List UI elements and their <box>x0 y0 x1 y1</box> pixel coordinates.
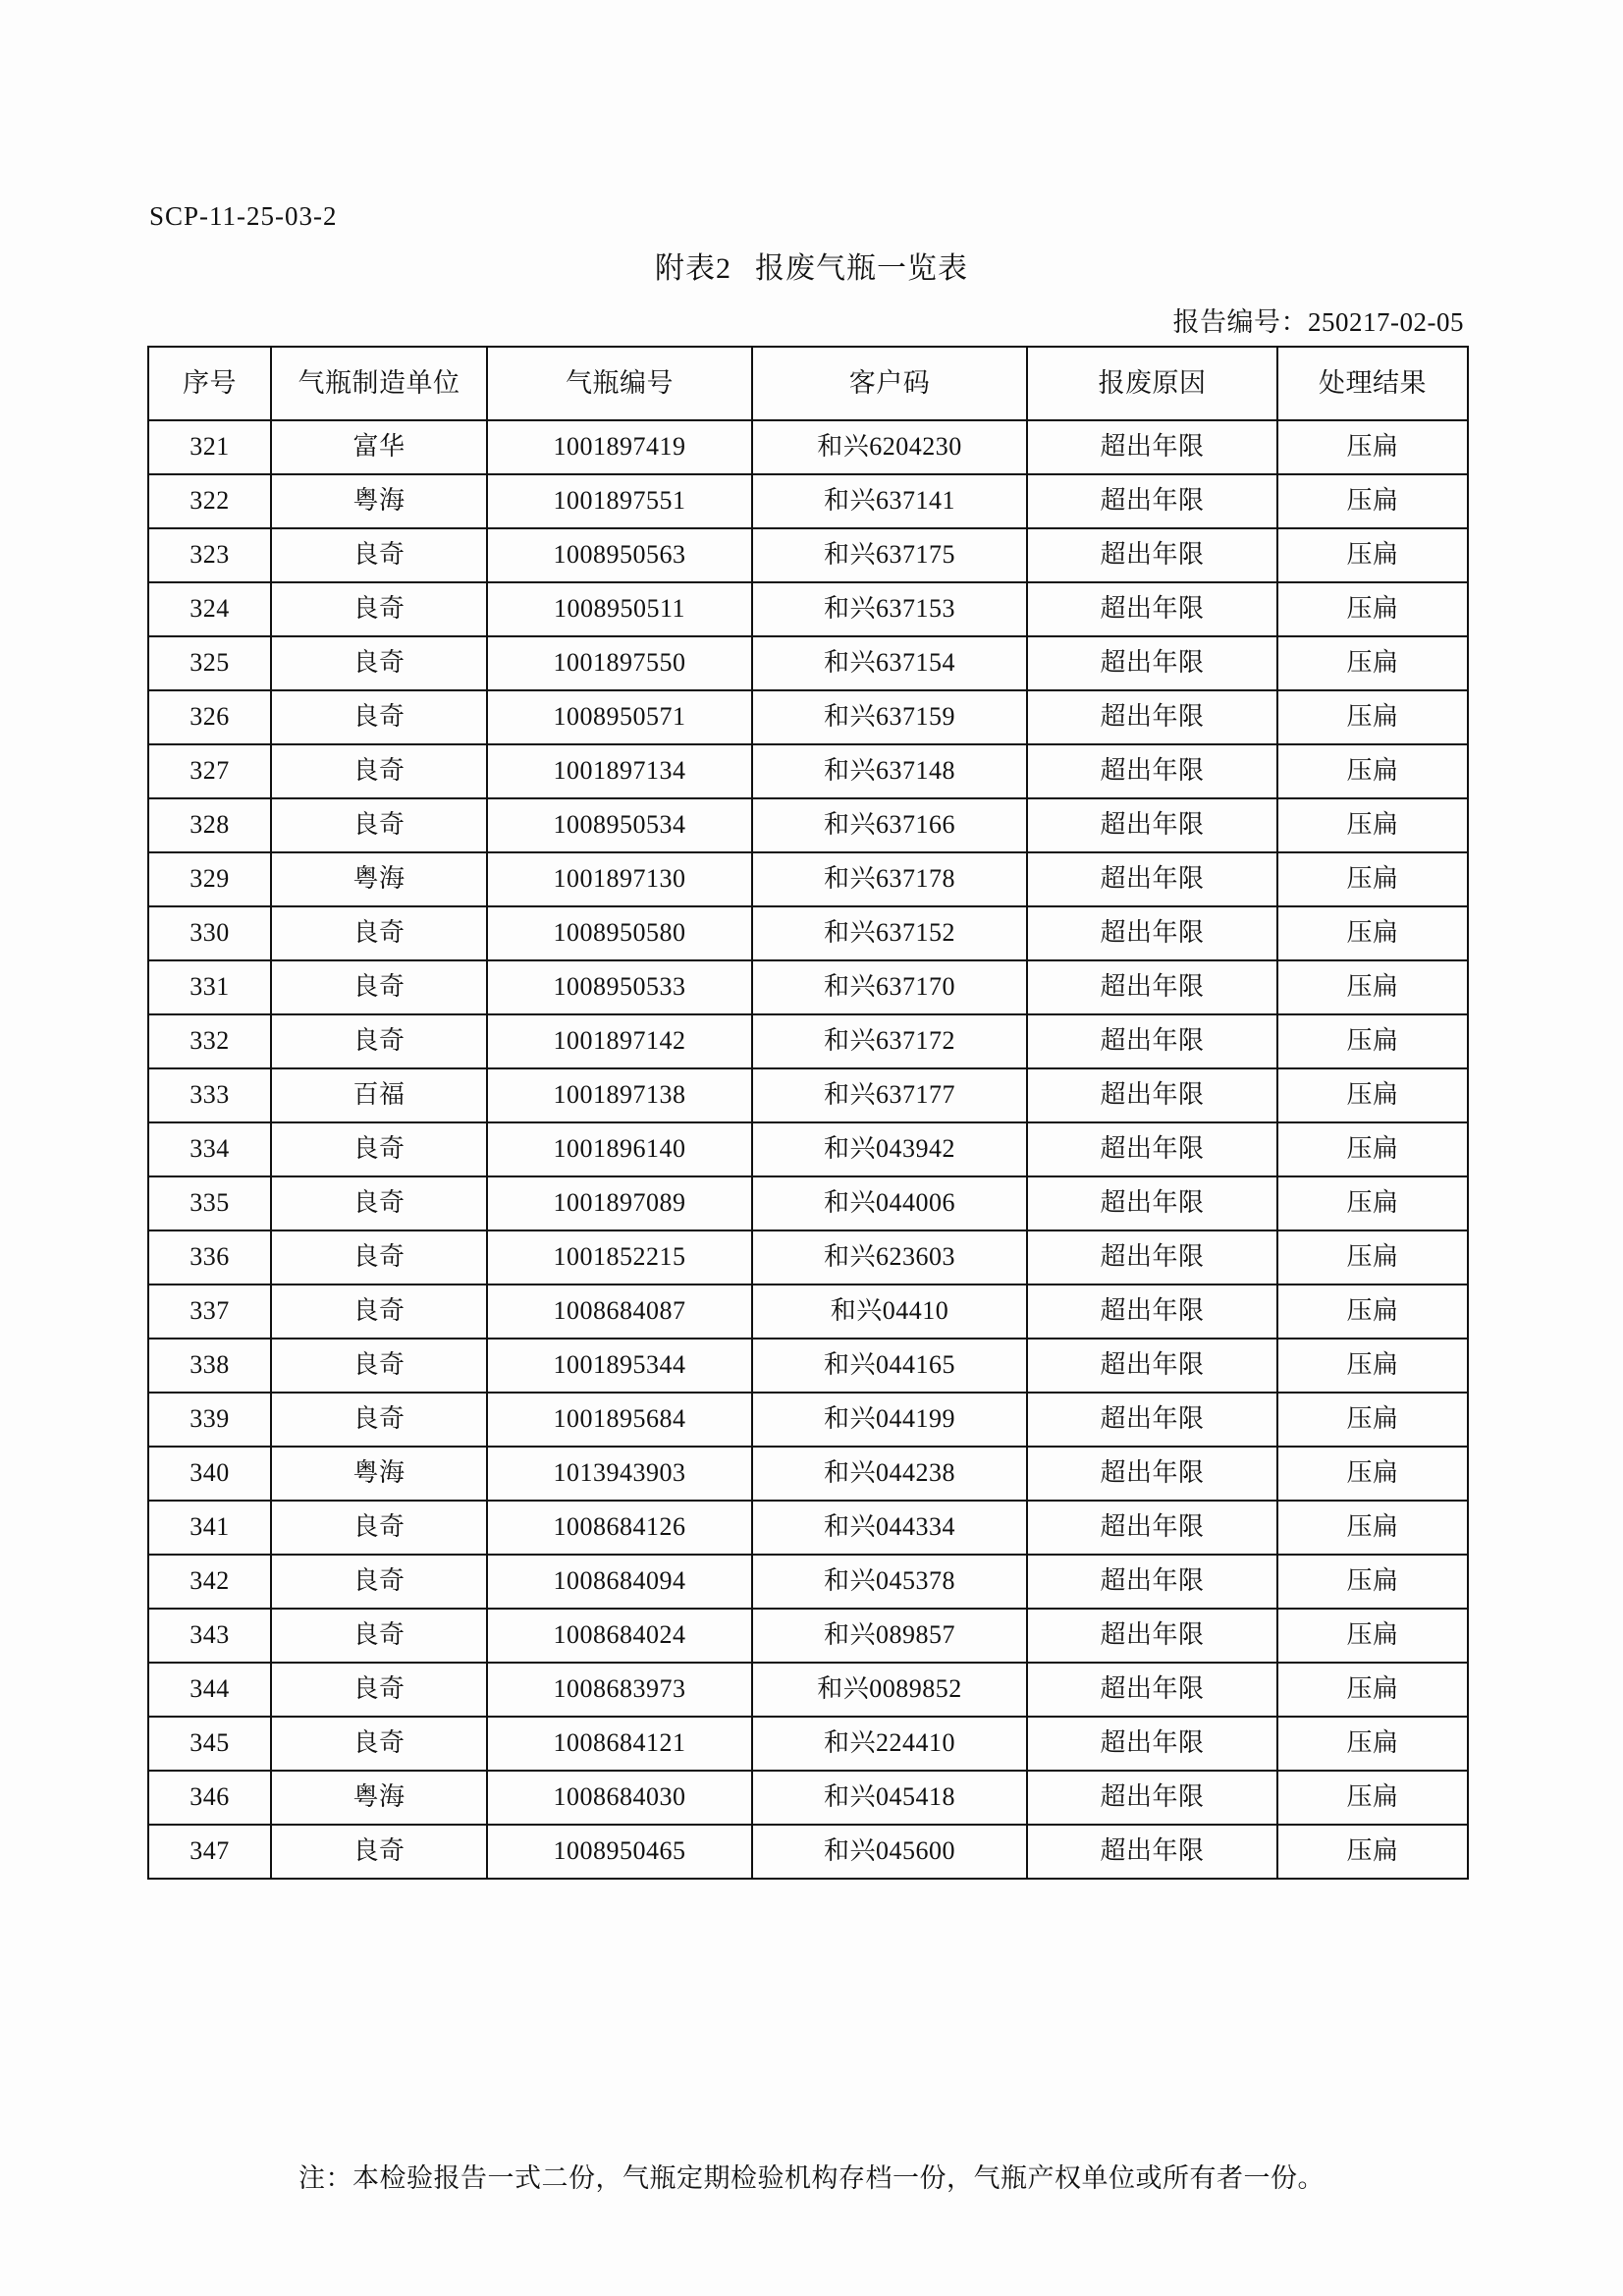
cell-manufacturer: 良奇 <box>271 528 487 582</box>
cell-manufacturer: 良奇 <box>271 1176 487 1230</box>
cell-index: 333 <box>148 1068 271 1122</box>
table-row <box>148 582 1468 636</box>
column-header-customer-code: 客户码 <box>752 347 1027 420</box>
table-header <box>148 347 1468 420</box>
cell-manufacturer: 良奇 <box>271 1501 487 1555</box>
cell-customer-code: 和兴637152 <box>752 906 1027 960</box>
cell-customer-code: 和兴637141 <box>752 474 1027 528</box>
table-row <box>148 1176 1468 1230</box>
cell-index: 341 <box>148 1501 271 1555</box>
table-row <box>148 1014 1468 1068</box>
cell-customer-code: 和兴637177 <box>752 1068 1027 1122</box>
cell-disposal: 压扁 <box>1277 906 1468 960</box>
cell-customer-code: 和兴637172 <box>752 1014 1027 1068</box>
cell-cylinder-no: 1001897138 <box>487 1068 752 1122</box>
cell-manufacturer: 良奇 <box>271 1230 487 1285</box>
cell-scrap-reason: 超出年限 <box>1027 1663 1277 1717</box>
cell-scrap-reason: 超出年限 <box>1027 1717 1277 1771</box>
cell-index: 334 <box>148 1122 271 1176</box>
cell-cylinder-no: 1001895684 <box>487 1393 752 1447</box>
cell-customer-code: 和兴04410 <box>752 1285 1027 1339</box>
table-row <box>148 852 1468 906</box>
cell-scrap-reason: 超出年限 <box>1027 798 1277 852</box>
cell-index: 324 <box>148 582 271 636</box>
cell-manufacturer: 良奇 <box>271 1014 487 1068</box>
table-row <box>148 1825 1468 1879</box>
cell-cylinder-no: 1001897134 <box>487 744 752 798</box>
cell-manufacturer: 良奇 <box>271 1393 487 1447</box>
cell-index: 332 <box>148 1014 271 1068</box>
cell-cylinder-no: 1001897550 <box>487 636 752 690</box>
cell-customer-code: 和兴044165 <box>752 1339 1027 1393</box>
cell-disposal: 压扁 <box>1277 1609 1468 1663</box>
cell-manufacturer: 良奇 <box>271 960 487 1014</box>
cell-disposal: 压扁 <box>1277 1393 1468 1447</box>
cell-manufacturer: 百福 <box>271 1068 487 1122</box>
cell-disposal: 压扁 <box>1277 1285 1468 1339</box>
cell-scrap-reason: 超出年限 <box>1027 474 1277 528</box>
cell-manufacturer: 良奇 <box>271 582 487 636</box>
cell-customer-code: 和兴637170 <box>752 960 1027 1014</box>
cell-cylinder-no: 1008684094 <box>487 1555 752 1609</box>
column-header-scrap-reason: 报废原因 <box>1027 347 1277 420</box>
cell-cylinder-no: 1008684024 <box>487 1609 752 1663</box>
cell-index: 322 <box>148 474 271 528</box>
cell-customer-code: 和兴637175 <box>752 528 1027 582</box>
cell-cylinder-no: 1008950534 <box>487 798 752 852</box>
cell-disposal: 压扁 <box>1277 1825 1468 1879</box>
cell-index: 328 <box>148 798 271 852</box>
cell-manufacturer: 良奇 <box>271 1555 487 1609</box>
table-row <box>148 1339 1468 1393</box>
table-row <box>148 1555 1468 1609</box>
cell-disposal: 压扁 <box>1277 1339 1468 1393</box>
table-row <box>148 1663 1468 1717</box>
cell-disposal: 压扁 <box>1277 798 1468 852</box>
column-header-index: 序号 <box>148 347 271 420</box>
cell-customer-code: 和兴637154 <box>752 636 1027 690</box>
cell-scrap-reason: 超出年限 <box>1027 1771 1277 1825</box>
table-row <box>148 1068 1468 1122</box>
cell-disposal: 压扁 <box>1277 528 1468 582</box>
cell-customer-code: 和兴637166 <box>752 798 1027 852</box>
scrapped-cylinders-table <box>147 346 1469 1880</box>
cell-cylinder-no: 1001852215 <box>487 1230 752 1285</box>
cell-customer-code: 和兴637148 <box>752 744 1027 798</box>
cell-index: 345 <box>148 1717 271 1771</box>
cell-scrap-reason: 超出年限 <box>1027 1285 1277 1339</box>
cell-scrap-reason: 超出年限 <box>1027 906 1277 960</box>
cell-index: 342 <box>148 1555 271 1609</box>
document-code: SCP-11-25-03-2 <box>149 201 338 231</box>
cell-disposal: 压扁 <box>1277 1501 1468 1555</box>
cell-customer-code: 和兴045378 <box>752 1555 1027 1609</box>
cell-cylinder-no: 1008950465 <box>487 1825 752 1879</box>
cell-scrap-reason: 超出年限 <box>1027 1122 1277 1176</box>
table-row <box>148 960 1468 1014</box>
cell-disposal: 压扁 <box>1277 960 1468 1014</box>
table-row <box>148 744 1468 798</box>
cell-scrap-reason: 超出年限 <box>1027 1068 1277 1122</box>
table-body <box>148 420 1468 1879</box>
table-row <box>148 636 1468 690</box>
cell-cylinder-no: 1008950533 <box>487 960 752 1014</box>
cell-manufacturer: 粤海 <box>271 474 487 528</box>
cell-manufacturer: 良奇 <box>271 690 487 744</box>
table-row <box>148 1771 1468 1825</box>
cell-cylinder-no: 1001897142 <box>487 1014 752 1068</box>
table-row <box>148 1393 1468 1447</box>
cell-scrap-reason: 超出年限 <box>1027 582 1277 636</box>
cell-cylinder-no: 1008684121 <box>487 1717 752 1771</box>
title-main: 报废气瓶一览表 <box>755 252 968 285</box>
cell-manufacturer: 良奇 <box>271 1609 487 1663</box>
cell-customer-code: 和兴0089852 <box>752 1663 1027 1717</box>
table-row <box>148 1501 1468 1555</box>
cell-disposal: 压扁 <box>1277 1663 1468 1717</box>
cell-manufacturer: 良奇 <box>271 744 487 798</box>
table-row <box>148 1230 1468 1285</box>
cell-scrap-reason: 超出年限 <box>1027 1501 1277 1555</box>
cell-customer-code: 和兴637178 <box>752 852 1027 906</box>
cell-cylinder-no: 1008683973 <box>487 1663 752 1717</box>
cell-index: 321 <box>148 420 271 474</box>
cell-scrap-reason: 超出年限 <box>1027 1447 1277 1501</box>
cell-customer-code: 和兴044238 <box>752 1447 1027 1501</box>
column-header-cylinder-no: 气瓶编号 <box>487 347 752 420</box>
cell-scrap-reason: 超出年限 <box>1027 1393 1277 1447</box>
cell-customer-code: 和兴637159 <box>752 690 1027 744</box>
cell-disposal: 压扁 <box>1277 744 1468 798</box>
cell-disposal: 压扁 <box>1277 1771 1468 1825</box>
cell-cylinder-no: 1013943903 <box>487 1447 752 1501</box>
cell-manufacturer: 良奇 <box>271 1825 487 1879</box>
report-number <box>1173 301 1464 339</box>
cell-disposal: 压扁 <box>1277 1555 1468 1609</box>
cell-disposal: 压扁 <box>1277 690 1468 744</box>
cell-manufacturer: 粤海 <box>271 1771 487 1825</box>
cell-disposal: 压扁 <box>1277 1717 1468 1771</box>
cell-index: 325 <box>148 636 271 690</box>
cell-customer-code: 和兴089857 <box>752 1609 1027 1663</box>
cell-manufacturer: 良奇 <box>271 1122 487 1176</box>
cell-scrap-reason: 超出年限 <box>1027 1825 1277 1879</box>
report-number-label: 报告编号： <box>1172 307 1309 337</box>
cell-cylinder-no: 1001897419 <box>487 420 752 474</box>
cell-manufacturer: 良奇 <box>271 1663 487 1717</box>
cell-customer-code: 和兴044006 <box>752 1176 1027 1230</box>
column-header-disposal: 处理结果 <box>1277 347 1468 420</box>
table-row <box>148 528 1468 582</box>
cell-manufacturer: 良奇 <box>271 636 487 690</box>
table-row <box>148 1717 1468 1771</box>
cell-disposal: 压扁 <box>1277 1014 1468 1068</box>
cell-index: 347 <box>148 1825 271 1879</box>
cell-scrap-reason: 超出年限 <box>1027 1555 1277 1609</box>
footnote: 注：本检验报告一式二份，气瓶定期检验机构存档一份，气瓶产权单位或所有者一份。 <box>298 2163 1325 2193</box>
table-row <box>148 420 1468 474</box>
cell-customer-code: 和兴044334 <box>752 1501 1027 1555</box>
cell-customer-code: 和兴224410 <box>752 1717 1027 1771</box>
table-row <box>148 474 1468 528</box>
cell-manufacturer: 良奇 <box>271 1339 487 1393</box>
cell-manufacturer: 粤海 <box>271 1447 487 1501</box>
cell-index: 340 <box>148 1447 271 1501</box>
cell-scrap-reason: 超出年限 <box>1027 1230 1277 1285</box>
cell-cylinder-no: 1008684030 <box>487 1771 752 1825</box>
cell-scrap-reason: 超出年限 <box>1027 1339 1277 1393</box>
cell-manufacturer: 良奇 <box>271 1717 487 1771</box>
cell-index: 335 <box>148 1176 271 1230</box>
table-header-row <box>148 347 1468 420</box>
cell-index: 336 <box>148 1230 271 1285</box>
cell-index: 343 <box>148 1609 271 1663</box>
cell-index: 326 <box>148 690 271 744</box>
cell-manufacturer: 富华 <box>271 420 487 474</box>
table-row <box>148 1447 1468 1501</box>
cell-index: 346 <box>148 1771 271 1825</box>
cell-index: 331 <box>148 960 271 1014</box>
table-row <box>148 1122 1468 1176</box>
cell-cylinder-no: 1008950580 <box>487 906 752 960</box>
title-prefix: 附表2 <box>655 252 731 285</box>
report-number-value: 250217-02-05 <box>1308 307 1464 337</box>
page-title <box>0 244 1623 287</box>
cell-customer-code: 和兴623603 <box>752 1230 1027 1285</box>
cell-scrap-reason: 超出年限 <box>1027 1014 1277 1068</box>
table-row <box>148 906 1468 960</box>
cell-index: 329 <box>148 852 271 906</box>
cell-scrap-reason: 超出年限 <box>1027 744 1277 798</box>
cell-cylinder-no: 1008950563 <box>487 528 752 582</box>
cell-customer-code: 和兴637153 <box>752 582 1027 636</box>
cell-disposal: 压扁 <box>1277 636 1468 690</box>
cell-disposal: 压扁 <box>1277 1176 1468 1230</box>
cell-disposal: 压扁 <box>1277 582 1468 636</box>
cell-scrap-reason: 超出年限 <box>1027 1609 1277 1663</box>
cell-cylinder-no: 1001896140 <box>487 1122 752 1176</box>
cell-index: 338 <box>148 1339 271 1393</box>
cell-customer-code: 和兴045418 <box>752 1771 1027 1825</box>
cell-index: 337 <box>148 1285 271 1339</box>
cell-scrap-reason: 超出年限 <box>1027 960 1277 1014</box>
cell-cylinder-no: 1001897551 <box>487 474 752 528</box>
cell-disposal: 压扁 <box>1277 852 1468 906</box>
cell-manufacturer: 粤海 <box>271 852 487 906</box>
cell-customer-code: 和兴044199 <box>752 1393 1027 1447</box>
cell-cylinder-no: 1001897130 <box>487 852 752 906</box>
cell-cylinder-no: 1008950571 <box>487 690 752 744</box>
cell-cylinder-no: 1008684126 <box>487 1501 752 1555</box>
cell-scrap-reason: 超出年限 <box>1027 1176 1277 1230</box>
cell-index: 339 <box>148 1393 271 1447</box>
cell-disposal: 压扁 <box>1277 420 1468 474</box>
cell-manufacturer: 良奇 <box>271 1285 487 1339</box>
table-row <box>148 1609 1468 1663</box>
table-row <box>148 798 1468 852</box>
cell-index: 327 <box>148 744 271 798</box>
scrapped-cylinders-table-wrap <box>147 346 1467 1880</box>
cell-customer-code: 和兴045600 <box>752 1825 1027 1879</box>
cell-scrap-reason: 超出年限 <box>1027 852 1277 906</box>
cell-cylinder-no: 1008950511 <box>487 582 752 636</box>
column-header-manufacturer: 气瓶制造单位 <box>271 347 487 420</box>
cell-cylinder-no: 1001897089 <box>487 1176 752 1230</box>
cell-customer-code: 和兴043942 <box>752 1122 1027 1176</box>
cell-cylinder-no: 1001895344 <box>487 1339 752 1393</box>
cell-manufacturer: 良奇 <box>271 906 487 960</box>
cell-disposal: 压扁 <box>1277 1447 1468 1501</box>
cell-customer-code: 和兴6204230 <box>752 420 1027 474</box>
cell-index: 330 <box>148 906 271 960</box>
table-row <box>148 1285 1468 1339</box>
cell-scrap-reason: 超出年限 <box>1027 636 1277 690</box>
cell-scrap-reason: 超出年限 <box>1027 690 1277 744</box>
cell-disposal: 压扁 <box>1277 474 1468 528</box>
cell-cylinder-no: 1008684087 <box>487 1285 752 1339</box>
cell-index: 344 <box>148 1663 271 1717</box>
cell-scrap-reason: 超出年限 <box>1027 528 1277 582</box>
table-row <box>148 690 1468 744</box>
cell-index: 323 <box>148 528 271 582</box>
cell-disposal: 压扁 <box>1277 1068 1468 1122</box>
cell-manufacturer: 良奇 <box>271 798 487 852</box>
cell-disposal: 压扁 <box>1277 1230 1468 1285</box>
cell-disposal: 压扁 <box>1277 1122 1468 1176</box>
cell-scrap-reason: 超出年限 <box>1027 420 1277 474</box>
